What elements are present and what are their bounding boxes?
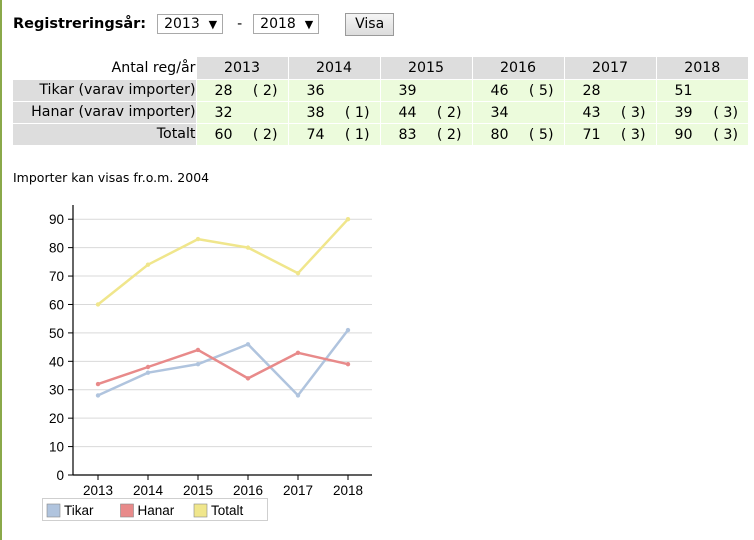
y-tick-label: 20 — [48, 411, 64, 427]
year-header: 2013 — [196, 57, 288, 79]
show-button[interactable]: Visa — [345, 13, 394, 36]
cell-imports: ( 5) — [528, 82, 554, 99]
y-tick-label: 10 — [48, 439, 64, 455]
data-point-totalt — [246, 245, 250, 249]
cell-value: 43 — [582, 104, 601, 121]
x-tick-label: 2016 — [232, 483, 264, 498]
table-row-hanar — [13, 101, 748, 123]
table-cell — [564, 79, 656, 101]
cell-imports: ( 5) — [528, 126, 554, 143]
table-cell — [196, 101, 288, 123]
table-cell — [196, 79, 288, 101]
data-point-hanar — [246, 376, 250, 380]
table-cell — [472, 101, 564, 123]
to-year-value: 2018 — [260, 16, 296, 32]
cell-value: 34 — [490, 104, 509, 121]
imports-note: Importer kan visas fr.o.m. 2004 — [13, 170, 210, 185]
cell-value: 60 — [214, 126, 233, 143]
registration-year-label: Registreringsår: — [13, 16, 147, 32]
cell-imports: ( 3) — [620, 126, 646, 143]
y-tick-label: 90 — [48, 212, 64, 228]
cell-value: 51 — [674, 82, 693, 99]
table-row-tikar — [13, 79, 748, 101]
table-cell — [288, 79, 380, 101]
cell-value: 80 — [490, 126, 509, 143]
table-cell — [380, 79, 472, 101]
y-tick-label: 0 — [56, 468, 64, 483]
cell-value: 28 — [214, 82, 233, 99]
table-cell — [288, 123, 380, 145]
cell-value: 44 — [398, 104, 417, 121]
cell-imports: ( 2) — [436, 104, 462, 121]
legend-swatch — [194, 504, 207, 517]
data-point-tikar — [246, 342, 250, 346]
table-corner-label: Antal reg/år — [13, 57, 196, 79]
cell-value: 46 — [490, 82, 509, 99]
table-cell — [380, 123, 472, 145]
legend-swatch — [121, 504, 134, 517]
x-tick-label: 2017 — [282, 483, 314, 498]
row-label: Totalt — [13, 123, 196, 145]
cell-imports: ( 3) — [620, 104, 646, 121]
year-range-separator: - — [237, 16, 243, 32]
cell-value: 32 — [214, 104, 233, 121]
year-header: 2014 — [288, 57, 380, 79]
cell-value: 39 — [398, 82, 417, 99]
table-header-row — [13, 57, 748, 79]
data-point-tikar — [346, 328, 350, 332]
row-label: Tikar (varav importer) — [13, 79, 196, 101]
year-header: 2018 — [656, 57, 748, 79]
data-point-tikar — [96, 393, 100, 397]
year-filter-bar — [13, 11, 394, 37]
row-label: Hanar (varav importer) — [13, 101, 196, 123]
to-year-select[interactable] — [253, 14, 319, 34]
x-tick-label: 2014 — [132, 483, 164, 498]
table-cell — [564, 101, 656, 123]
legend-label: Hanar — [137, 503, 175, 518]
x-tick-label: 2018 — [332, 483, 364, 498]
data-point-totalt — [196, 237, 200, 241]
x-tick-label: 2013 — [82, 483, 114, 498]
data-point-totalt — [296, 271, 300, 275]
dropdown-arrow-icon: ▼ — [304, 17, 314, 31]
table-cell — [656, 123, 748, 145]
y-tick-label: 80 — [48, 240, 64, 256]
data-point-totalt — [96, 302, 100, 306]
registrations-line-chart — [32, 200, 392, 535]
cell-imports: ( 3) — [713, 126, 738, 143]
dropdown-arrow-icon: ▼ — [208, 17, 218, 31]
x-tick-label: 2015 — [182, 483, 214, 498]
year-header: 2017 — [564, 57, 656, 79]
table-cell — [472, 79, 564, 101]
legend-label: Tikar — [64, 503, 94, 518]
from-year-select[interactable] — [157, 14, 223, 34]
cell-imports: ( 1) — [344, 104, 370, 121]
cell-imports: ( 1) — [344, 126, 370, 143]
table-cell — [472, 123, 564, 145]
legend-label: Totalt — [211, 503, 244, 518]
data-point-hanar — [196, 348, 200, 352]
y-tick-label: 60 — [48, 297, 64, 313]
data-point-hanar — [296, 351, 300, 355]
cell-value: 83 — [398, 126, 417, 143]
cell-value: 74 — [306, 126, 325, 143]
year-header: 2016 — [472, 57, 564, 79]
cell-value: 28 — [582, 82, 601, 99]
cell-value: 36 — [306, 82, 325, 99]
cell-value: 71 — [582, 126, 601, 143]
table-cell — [288, 101, 380, 123]
data-point-hanar — [346, 362, 350, 366]
from-year-value: 2013 — [164, 16, 200, 32]
year-header: 2015 — [380, 57, 472, 79]
data-point-hanar — [96, 382, 100, 386]
cell-imports: ( 2) — [436, 126, 462, 143]
data-point-tikar — [146, 370, 150, 374]
registration-stats-table — [13, 57, 748, 145]
data-point-totalt — [346, 217, 350, 221]
data-point-hanar — [146, 365, 150, 369]
data-point-tikar — [296, 393, 300, 397]
cell-imports: ( 3) — [713, 104, 738, 121]
legend-swatch — [47, 504, 60, 517]
table-cell — [380, 101, 472, 123]
cell-imports: ( 2) — [252, 126, 278, 143]
y-tick-label: 70 — [48, 269, 64, 285]
table-cell — [196, 123, 288, 145]
cell-value: 39 — [674, 104, 693, 121]
cell-value: 38 — [306, 104, 325, 121]
series-line-totalt — [98, 219, 348, 304]
cell-value: 90 — [674, 126, 693, 143]
table-cell — [656, 101, 748, 123]
table-cell — [564, 123, 656, 145]
data-point-totalt — [146, 262, 150, 266]
table-cell — [656, 79, 748, 101]
y-tick-label: 50 — [48, 325, 64, 341]
y-tick-label: 30 — [48, 382, 64, 398]
table-row-totalt — [13, 123, 748, 145]
data-point-tikar — [196, 362, 200, 366]
cell-imports: ( 2) — [252, 82, 278, 99]
y-tick-label: 40 — [48, 354, 64, 370]
